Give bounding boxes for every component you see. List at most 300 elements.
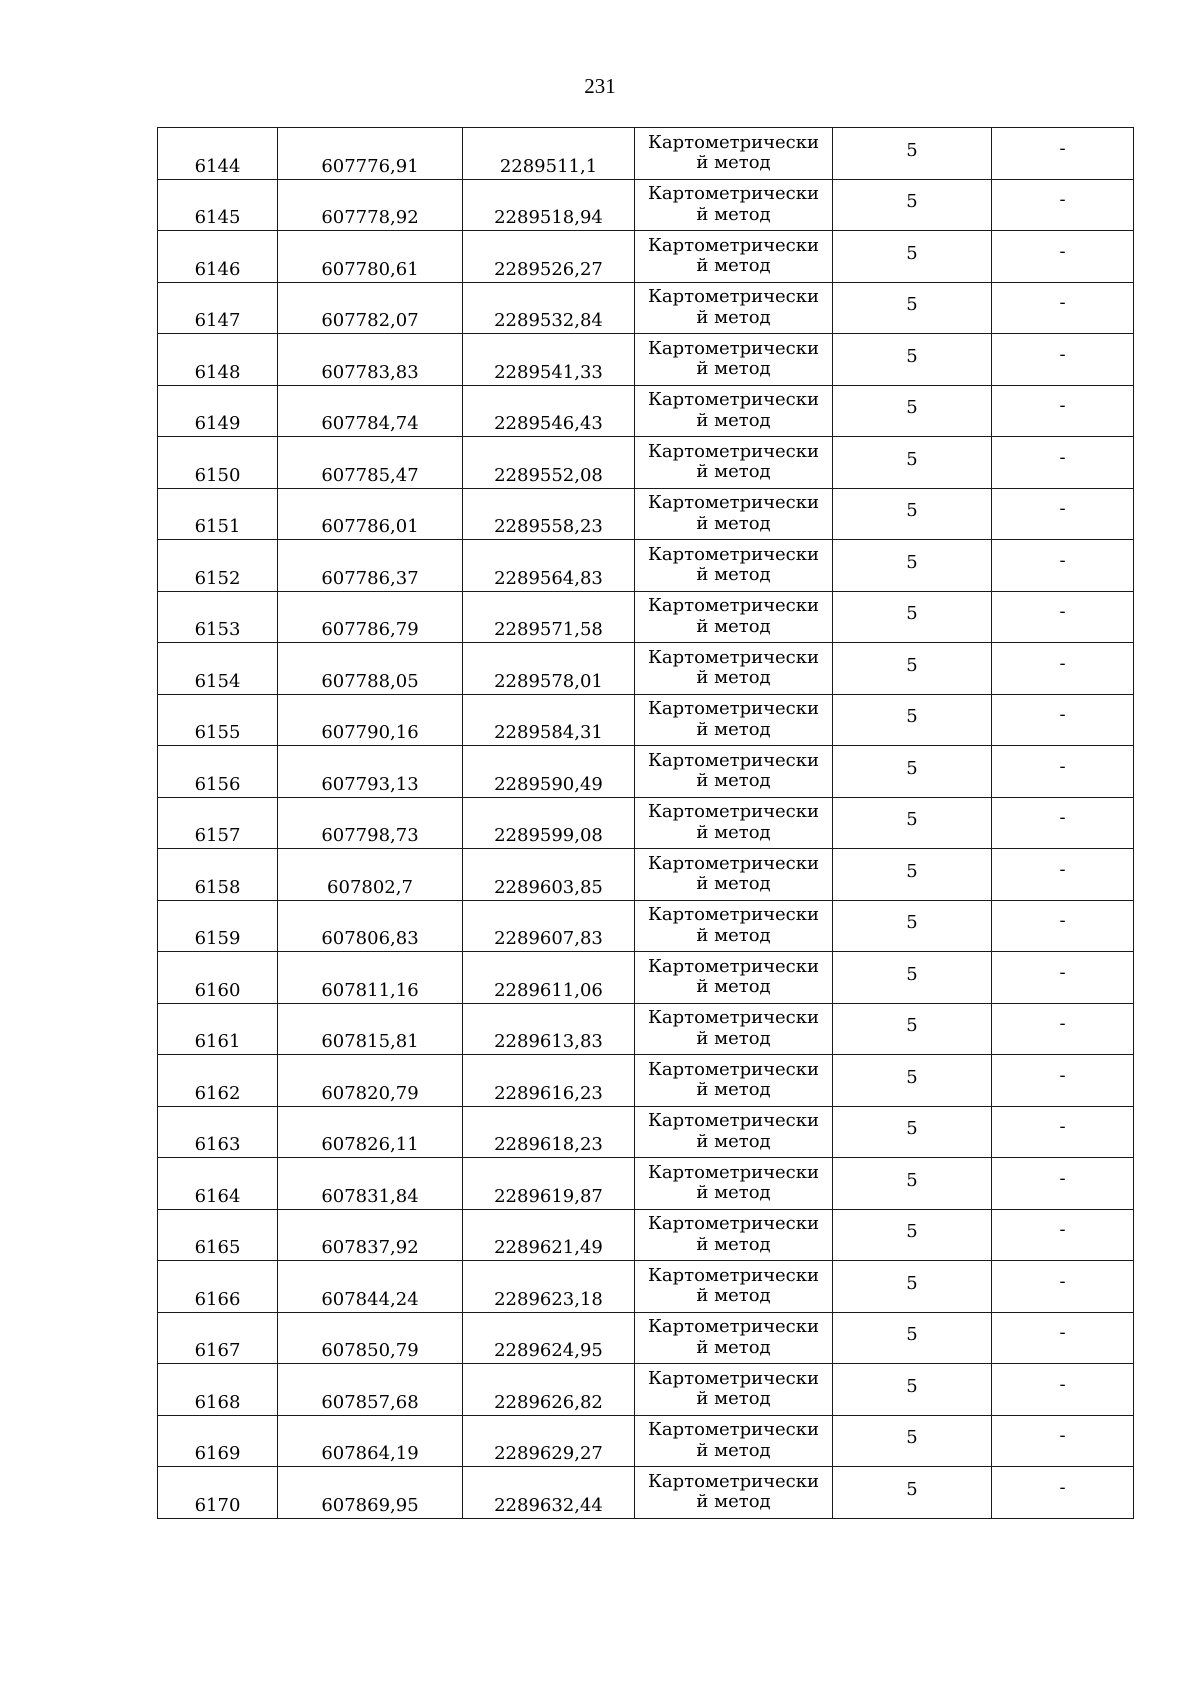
table-row <box>158 179 1134 231</box>
method-line-1: Картометрически <box>648 852 819 874</box>
point-number-cell-text: 6157 <box>194 825 241 847</box>
method-line-2: й метод <box>696 976 771 998</box>
point-number-cell <box>158 900 278 952</box>
description-cell-text: - <box>1059 1116 1066 1138</box>
method-cell <box>635 746 833 798</box>
y-coordinate-cell <box>463 385 635 437</box>
point-number-cell-text: 6151 <box>194 516 241 538</box>
description-cell-text: - <box>1059 292 1066 314</box>
method-line-1: Картометрически <box>648 955 819 977</box>
accuracy-cell <box>833 1261 992 1313</box>
y-coordinate-cell <box>463 437 635 489</box>
x-coordinate-cell-text: 607837,92 <box>321 1237 419 1259</box>
accuracy-cell <box>833 231 992 283</box>
point-number-cell-text: 6167 <box>194 1340 241 1362</box>
table-row <box>158 1158 1134 1210</box>
y-coordinate-cell-text: 2289629,27 <box>494 1443 603 1465</box>
x-coordinate-cell-text: 607815,81 <box>321 1031 419 1053</box>
x-coordinate-cell-text: 607783,83 <box>321 361 419 383</box>
y-coordinate-cell-text: 2289558,23 <box>494 516 603 538</box>
description-cell <box>992 231 1134 283</box>
point-number-cell <box>158 437 278 489</box>
y-coordinate-cell-text: 2289624,95 <box>494 1340 603 1362</box>
y-coordinate-cell-text: 2289616,23 <box>494 1082 603 1104</box>
x-coordinate-cell-text: 607826,11 <box>321 1134 419 1156</box>
accuracy-cell <box>833 1467 992 1519</box>
method-cell <box>635 849 833 901</box>
method-line-2: й метод <box>696 770 771 792</box>
y-coordinate-cell-text: 2289632,44 <box>494 1494 603 1516</box>
method-line-2: й метод <box>696 1439 771 1461</box>
table-row <box>158 1312 1134 1364</box>
x-coordinate-cell-text: 607776,91 <box>321 155 419 177</box>
point-number-cell <box>158 1055 278 1107</box>
table-row <box>158 1415 1134 1467</box>
method-line-2: й метод <box>696 615 771 637</box>
point-number-cell <box>158 1106 278 1158</box>
y-coordinate-cell-text: 2289546,43 <box>494 413 603 435</box>
x-coordinate-cell-text: 607844,24 <box>321 1288 419 1310</box>
description-cell <box>992 591 1134 643</box>
table-row <box>158 849 1134 901</box>
point-number-cell <box>158 746 278 798</box>
method-line-2: й метод <box>696 564 771 586</box>
y-coordinate-cell-text: 2289511,1 <box>499 155 598 177</box>
description-cell-text: - <box>1059 1270 1066 1292</box>
accuracy-cell <box>833 282 992 334</box>
x-coordinate-cell-text: 607864,19 <box>321 1443 419 1465</box>
method-line-1: Картометрически <box>648 286 819 308</box>
table-row <box>158 282 1134 334</box>
method-line-2: й метод <box>696 1285 771 1307</box>
y-coordinate-cell <box>463 643 635 695</box>
method-cell <box>635 694 833 746</box>
point-number-cell <box>158 540 278 592</box>
x-coordinate-cell-text: 607831,84 <box>321 1185 419 1207</box>
y-coordinate-cell-text: 2289526,27 <box>494 258 603 280</box>
description-cell-text: - <box>1059 395 1066 417</box>
accuracy-cell-text: 5 <box>906 809 918 831</box>
x-coordinate-cell-text: 607788,05 <box>321 670 419 692</box>
y-coordinate-cell-text: 2289571,58 <box>494 619 603 641</box>
description-cell <box>992 900 1134 952</box>
y-coordinate-cell-text: 2289603,85 <box>494 876 603 898</box>
point-number-cell-text: 6163 <box>194 1134 241 1156</box>
description-cell-text: - <box>1059 446 1066 468</box>
method-line-2: й метод <box>696 1130 771 1152</box>
table-row <box>158 128 1134 180</box>
point-number-cell-text: 6156 <box>194 773 241 795</box>
y-coordinate-cell-text: 2289541,33 <box>494 361 603 383</box>
accuracy-cell <box>833 488 992 540</box>
description-cell <box>992 1003 1134 1055</box>
method-line-2: й метод <box>696 409 771 431</box>
x-coordinate-cell-text: 607785,47 <box>321 464 419 486</box>
table-row <box>158 231 1134 283</box>
accuracy-cell <box>833 1312 992 1364</box>
table-row <box>158 1055 1134 1107</box>
method-line-2: й метод <box>696 873 771 895</box>
description-cell <box>992 385 1134 437</box>
x-coordinate-cell <box>278 1261 463 1313</box>
y-coordinate-cell <box>463 1106 635 1158</box>
accuracy-cell <box>833 1209 992 1261</box>
x-coordinate-cell <box>278 694 463 746</box>
table-body <box>158 128 1134 1519</box>
accuracy-cell-text: 5 <box>906 191 918 213</box>
y-coordinate-cell-text: 2289623,18 <box>494 1288 603 1310</box>
accuracy-cell <box>833 591 992 643</box>
y-coordinate-cell <box>463 1261 635 1313</box>
method-cell <box>635 1106 833 1158</box>
description-cell <box>992 1106 1134 1158</box>
accuracy-cell <box>833 334 992 386</box>
accuracy-cell-text: 5 <box>906 345 918 367</box>
y-coordinate-cell <box>463 1364 635 1416</box>
method-line-2: й метод <box>696 1491 771 1513</box>
accuracy-cell <box>833 952 992 1004</box>
y-coordinate-cell-text: 2289590,49 <box>494 773 603 795</box>
x-coordinate-cell-text: 607786,79 <box>321 619 419 641</box>
method-line-1: Картометрически <box>648 131 819 153</box>
x-coordinate-cell <box>278 591 463 643</box>
accuracy-cell-text: 5 <box>906 1118 918 1140</box>
method-line-1: Картометрически <box>648 595 819 617</box>
y-coordinate-cell <box>463 1003 635 1055</box>
x-coordinate-cell <box>278 849 463 901</box>
y-coordinate-cell-text: 2289584,31 <box>494 722 603 744</box>
y-coordinate-cell <box>463 797 635 849</box>
y-coordinate-cell-text: 2289564,83 <box>494 567 603 589</box>
y-coordinate-cell-text: 2289613,83 <box>494 1031 603 1053</box>
point-number-cell-text: 6161 <box>194 1031 241 1053</box>
method-line-1: Картометрически <box>648 337 819 359</box>
page-number: 231 <box>584 74 616 98</box>
table-row <box>158 488 1134 540</box>
point-number-cell <box>158 231 278 283</box>
description-cell <box>992 1415 1134 1467</box>
description-cell <box>992 746 1134 798</box>
description-cell <box>992 179 1134 231</box>
accuracy-cell <box>833 385 992 437</box>
x-coordinate-cell-text: 607798,73 <box>321 825 419 847</box>
accuracy-cell-text: 5 <box>906 1324 918 1346</box>
description-cell <box>992 128 1134 180</box>
point-number-cell <box>158 385 278 437</box>
y-coordinate-cell-text: 2289599,08 <box>494 825 603 847</box>
point-number-cell-text: 6144 <box>194 155 241 177</box>
y-coordinate-cell <box>463 746 635 798</box>
method-line-2: й метод <box>696 1336 771 1358</box>
table-row <box>158 643 1134 695</box>
point-number-cell-text: 6155 <box>194 722 241 744</box>
method-line-2: й метод <box>696 358 771 380</box>
method-line-2: й метод <box>696 512 771 534</box>
method-line-2: й метод <box>696 461 771 483</box>
x-coordinate-cell-text: 607786,01 <box>321 516 419 538</box>
method-cell <box>635 385 833 437</box>
x-coordinate-cell-text: 607778,92 <box>321 207 419 229</box>
x-coordinate-cell-text: 607869,95 <box>321 1494 419 1516</box>
point-number-cell <box>158 952 278 1004</box>
accuracy-cell <box>833 643 992 695</box>
description-cell <box>992 282 1134 334</box>
method-line-1: Картометрически <box>648 183 819 205</box>
accuracy-cell-text: 5 <box>906 1272 918 1294</box>
method-line-1: Картометрически <box>648 1161 819 1183</box>
table-row <box>158 1106 1134 1158</box>
coordinates-table <box>157 127 1134 1519</box>
description-cell-text: - <box>1059 601 1066 623</box>
y-coordinate-cell-text: 2289532,84 <box>494 310 603 332</box>
method-line-1: Картометрически <box>648 389 819 411</box>
y-coordinate-cell-text: 2289621,49 <box>494 1237 603 1259</box>
table-row <box>158 1209 1134 1261</box>
y-coordinate-cell <box>463 952 635 1004</box>
description-cell-text: - <box>1059 137 1066 159</box>
accuracy-cell-text: 5 <box>906 1066 918 1088</box>
x-coordinate-cell <box>278 746 463 798</box>
accuracy-cell-text: 5 <box>906 1221 918 1243</box>
method-line-2: й метод <box>696 924 771 946</box>
method-cell <box>635 540 833 592</box>
y-coordinate-cell <box>463 128 635 180</box>
description-cell <box>992 1261 1134 1313</box>
method-line-2: й метод <box>696 306 771 328</box>
method-cell <box>635 1364 833 1416</box>
accuracy-cell <box>833 179 992 231</box>
method-line-1: Картометрически <box>648 1316 819 1338</box>
method-cell <box>635 797 833 849</box>
description-cell-text: - <box>1059 961 1066 983</box>
accuracy-cell-text: 5 <box>906 757 918 779</box>
x-coordinate-cell <box>278 797 463 849</box>
method-line-1: Картометрически <box>648 1007 819 1029</box>
x-coordinate-cell <box>278 1106 463 1158</box>
point-number-cell-text: 6154 <box>194 670 241 692</box>
accuracy-cell-text: 5 <box>906 706 918 728</box>
x-coordinate-cell <box>278 643 463 695</box>
y-coordinate-cell <box>463 488 635 540</box>
point-number-cell-text: 6149 <box>194 413 241 435</box>
accuracy-cell <box>833 1364 992 1416</box>
description-cell-text: - <box>1059 1476 1066 1498</box>
accuracy-cell <box>833 849 992 901</box>
x-coordinate-cell <box>278 952 463 1004</box>
y-coordinate-cell <box>463 282 635 334</box>
description-cell-text: - <box>1059 807 1066 829</box>
description-cell <box>992 849 1134 901</box>
y-coordinate-cell <box>463 1209 635 1261</box>
y-coordinate-cell-text: 2289518,94 <box>494 207 603 229</box>
accuracy-cell <box>833 1106 992 1158</box>
point-number-cell <box>158 1364 278 1416</box>
method-cell <box>635 1209 833 1261</box>
method-line-1: Картометрически <box>648 904 819 926</box>
method-cell <box>635 1261 833 1313</box>
point-number-cell <box>158 591 278 643</box>
description-cell-text: - <box>1059 498 1066 520</box>
accuracy-cell <box>833 1055 992 1107</box>
accuracy-cell <box>833 1003 992 1055</box>
point-number-cell <box>158 334 278 386</box>
point-number-cell-text: 6159 <box>194 928 241 950</box>
description-cell <box>992 1055 1134 1107</box>
method-line-1: Картометрически <box>648 1419 819 1441</box>
method-cell <box>635 1003 833 1055</box>
method-line-1: Картометрически <box>648 1367 819 1389</box>
method-line-1: Картометрически <box>648 1110 819 1132</box>
point-number-cell <box>158 643 278 695</box>
x-coordinate-cell-text: 607820,79 <box>321 1082 419 1104</box>
y-coordinate-cell-text: 2289607,83 <box>494 928 603 950</box>
accuracy-cell-text: 5 <box>906 603 918 625</box>
table-row <box>158 1467 1134 1519</box>
x-coordinate-cell <box>278 1055 463 1107</box>
method-cell <box>635 1055 833 1107</box>
x-coordinate-cell <box>278 1467 463 1519</box>
accuracy-cell-text: 5 <box>906 1427 918 1449</box>
method-line-2: й метод <box>696 203 771 225</box>
method-cell <box>635 900 833 952</box>
method-line-2: й метод <box>696 821 771 843</box>
point-number-cell-text: 6165 <box>194 1237 241 1259</box>
accuracy-cell-text: 5 <box>906 500 918 522</box>
y-coordinate-cell <box>463 540 635 592</box>
point-number-cell <box>158 1158 278 1210</box>
point-number-cell-text: 6168 <box>194 1391 241 1413</box>
x-coordinate-cell <box>278 334 463 386</box>
description-cell-text: - <box>1059 704 1066 726</box>
accuracy-cell-text: 5 <box>906 551 918 573</box>
y-coordinate-cell-text: 2289626,82 <box>494 1391 603 1413</box>
y-coordinate-cell-text: 2289619,87 <box>494 1185 603 1207</box>
method-line-2: й метод <box>696 1233 771 1255</box>
accuracy-cell-text: 5 <box>906 448 918 470</box>
method-line-1: Картометрически <box>648 492 819 514</box>
x-coordinate-cell-text: 607790,16 <box>321 722 419 744</box>
accuracy-cell-text: 5 <box>906 1375 918 1397</box>
x-coordinate-cell-text: 607802,7 <box>327 876 413 898</box>
description-cell-text: - <box>1059 1219 1066 1241</box>
accuracy-cell <box>833 1415 992 1467</box>
x-coordinate-cell-text: 607782,07 <box>321 310 419 332</box>
y-coordinate-cell-text: 2289611,06 <box>494 979 603 1001</box>
accuracy-cell-text: 5 <box>906 860 918 882</box>
description-cell-text: - <box>1059 910 1066 932</box>
point-number-cell-text: 6166 <box>194 1288 241 1310</box>
method-line-1: Картометрически <box>648 698 819 720</box>
y-coordinate-cell <box>463 849 635 901</box>
accuracy-cell-text: 5 <box>906 294 918 316</box>
x-coordinate-cell-text: 607780,61 <box>321 258 419 280</box>
x-coordinate-cell-text: 607811,16 <box>321 979 419 1001</box>
method-cell <box>635 591 833 643</box>
y-coordinate-cell <box>463 1415 635 1467</box>
description-cell <box>992 540 1134 592</box>
x-coordinate-cell <box>278 128 463 180</box>
method-line-1: Картометрически <box>648 801 819 823</box>
point-number-cell <box>158 1261 278 1313</box>
method-cell <box>635 128 833 180</box>
description-cell-text: - <box>1059 240 1066 262</box>
y-coordinate-cell <box>463 694 635 746</box>
table-row <box>158 385 1134 437</box>
point-number-cell <box>158 1312 278 1364</box>
method-cell <box>635 437 833 489</box>
method-line-2: й метод <box>696 255 771 277</box>
accuracy-cell-text: 5 <box>906 397 918 419</box>
description-cell-text: - <box>1059 652 1066 674</box>
point-number-cell <box>158 282 278 334</box>
accuracy-cell <box>833 900 992 952</box>
point-number-cell-text: 6160 <box>194 979 241 1001</box>
point-number-cell-text: 6170 <box>194 1494 241 1516</box>
method-line-1: Картометрически <box>648 749 819 771</box>
description-cell <box>992 643 1134 695</box>
description-cell <box>992 1312 1134 1364</box>
y-coordinate-cell <box>463 1055 635 1107</box>
method-line-2: й метод <box>696 718 771 740</box>
y-coordinate-cell <box>463 591 635 643</box>
table-row <box>158 591 1134 643</box>
table-row <box>158 437 1134 489</box>
accuracy-cell <box>833 694 992 746</box>
method-cell <box>635 282 833 334</box>
point-number-cell-text: 6152 <box>194 567 241 589</box>
accuracy-cell-text: 5 <box>906 963 918 985</box>
description-cell <box>992 694 1134 746</box>
description-cell <box>992 437 1134 489</box>
description-cell <box>992 1209 1134 1261</box>
description-cell-text: - <box>1059 1322 1066 1344</box>
description-cell-text: - <box>1059 1167 1066 1189</box>
x-coordinate-cell <box>278 1415 463 1467</box>
point-number-cell <box>158 797 278 849</box>
x-coordinate-cell-text: 607786,37 <box>321 567 419 589</box>
method-line-1: Картометрически <box>648 1470 819 1492</box>
x-coordinate-cell <box>278 1158 463 1210</box>
table-row <box>158 952 1134 1004</box>
point-number-cell-text: 6162 <box>194 1082 241 1104</box>
table-row <box>158 900 1134 952</box>
description-cell-text: - <box>1059 858 1066 880</box>
method-line-1: Картометрически <box>648 1264 819 1286</box>
description-cell <box>992 952 1134 1004</box>
point-number-cell-text: 6145 <box>194 207 241 229</box>
x-coordinate-cell-text: 607806,83 <box>321 928 419 950</box>
description-cell <box>992 1364 1134 1416</box>
accuracy-cell-text: 5 <box>906 1478 918 1500</box>
x-coordinate-cell <box>278 385 463 437</box>
y-coordinate-cell <box>463 1467 635 1519</box>
x-coordinate-cell-text: 607857,68 <box>321 1391 419 1413</box>
method-line-1: Картометрически <box>648 646 819 668</box>
point-number-cell-text: 6146 <box>194 258 241 280</box>
table-row <box>158 334 1134 386</box>
point-number-cell-text: 6148 <box>194 361 241 383</box>
y-coordinate-cell <box>463 1158 635 1210</box>
x-coordinate-cell <box>278 231 463 283</box>
method-line-1: Картометрически <box>648 440 819 462</box>
method-line-2: й метод <box>696 667 771 689</box>
method-cell <box>635 334 833 386</box>
y-coordinate-cell <box>463 900 635 952</box>
accuracy-cell <box>833 1158 992 1210</box>
x-coordinate-cell-text: 607784,74 <box>321 413 419 435</box>
accuracy-cell <box>833 540 992 592</box>
description-cell-text: - <box>1059 1013 1066 1035</box>
